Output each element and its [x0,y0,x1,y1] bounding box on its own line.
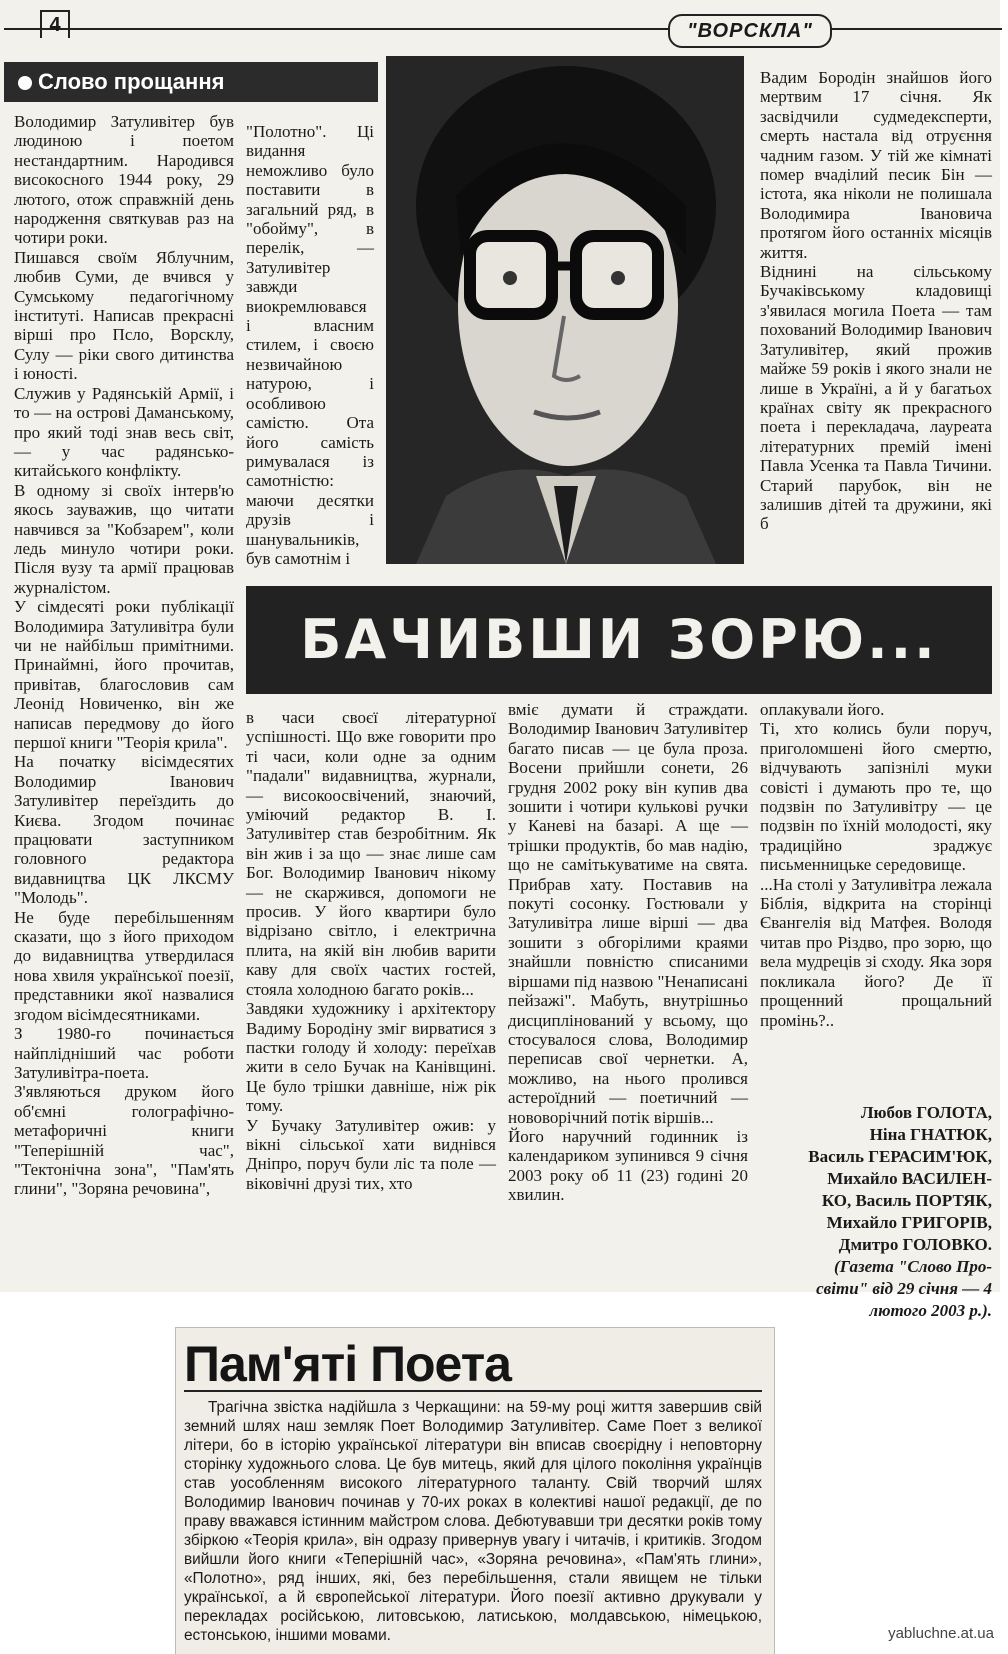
signature-line: Любов ГОЛОТА, [860,1103,992,1122]
article-column-6: оплакували його. Ті, хто колись були поруч, приголомшені його смертю, відчувають запізнілі муки совісті і думають про те, що подзвін по Затуливітру — це подзвін по їхній молодості, яку традиційно зраджує письменницьке середовище. ...На столі у Затуливітра лежала Біблія, відкрита на сторінці Євангелія від Матфея. Володя читав про Різдво, про зорю, що вела мудреців зі сходу. Яка зоря покликала його? Де її прощенний прощальний промінь?.. [760,700,992,1030]
article-column-4: в часи своєї літературної успішності. Що вже говорити про ті часи, коли одне за одним "падали" видавництва, журнали, — високоосвічений, знаючий, уміючий редактор В. І. Затуливітер став безробітним. Як він жив і за що — знає лише сам Бог. Володимир Іванович нікому — не скаржився, допомоги не просив. У його квартири було відрізано світло, і електрична плита, на якій він любив варити каву для своїх частих гостей, стояла холодною багато років... Завдяки художнику і архітектору Вадиму Бородіну зміг вирватися з пастки голоду й холоду: переїхав жити в село Бучак на Канівщині. Це було трішки давніше, ніж рік тому. У Бучаку Затуливітер ожив: у вікні сільської хати виднівся Дніпро, поруч були ліс та поле — віковічні друзі тих, хто [246,708,496,1193]
source-note-line: світи" від 29 січня — 4 [816,1279,992,1298]
signature-line: КО, Василь ПОРТЯК, [821,1191,992,1210]
article-column-2: "Полотно". Ці видання неможливо було поставити в загальний ряд, в "обойму", в перелік, — Затуливітер завжди виокремлювався і власним стилем, і своєю незвичайною натурою, і особливою самістю. Ота його самість римувалася із самотністю: маючи десятки друзів і шанувальників, був самотнім і [246,122,374,568]
newspaper-name: "ВОРСКЛА" [668,14,832,48]
clipping-body: Трагічна звістка надійшла з Черкащини: на 59-му році життя завершив свій земний шлях наш земляк Поет Володимир Затуливітер. Саме Поет з великої літери, бо в історію української літератури він вписав своєрідну і неповторну сторінку художнього слова. Це був митець, який для цілого покоління українців став уособленням високого літературного таланту. Свій творчий шлях Володимир Іванович починав у 70-их роках в колективі нашої редакції, де по праву вважався істинним майстром слова. Дебютувавши три десятки років тому збіркою «Теорія крила», він одразу привернув увагу і читачів, і критиків. Згодом вийшли його книги «Теперішній час», «Зоряна речовина», «Пам'ять глини», «Полотно», ряд інших, які, без перебільшення, стали явищем не тільки української, а й європейської літератури. Його поезії активно друкували у перекладах російською, литовською, латиською, молдавською, німецькою, естонською, іншими мовами. [184,1399,762,1644]
signatures-block [760,1102,992,1322]
header-rule [4,28,1002,30]
source-note-line: (Газета "Слово Про- [834,1257,992,1276]
article-column-5: вміє думати й страждати. Володимир Іванович Затуливітер багато писав — це була проза. Восени прийшли сонети, 26 грудня 2002 року він купив два зошити і чотири кулькові ручки у Каневі на базарі. А ще — трішки продуктів, бо мав надію, що не самітькуватиме на свята. Прибрав хату. Поставив на покуті сосонку. Гостювали у Затуливітра лише вірші — два зошити з обгорілими краями знайшли повністю списаними віршами під назвою "Ненаписані пейзажі". Мабуть, внутрішньо дисциплінований у всьому, що стосувалося слова, Володимир переписав свої чернетки. А, можливо, на нього пролився астероїдний — поетичний — нововорічний потік віршів... Його наручний годинник із календариком зупинився 9 січня 2003 року об 11 (23) годині 20 хвилин. [508,700,748,1205]
signature-line: Василь ГЕРАСИМ'ЮК, [808,1147,992,1166]
bullet-icon [18,76,32,90]
rubric-label: Слово прощання [38,69,225,94]
page-number: 4 [40,10,70,38]
rubric-bar [4,62,378,102]
headline-banner: БАЧИВШИ ЗОРЮ... [246,586,992,694]
article-column-3: Вадим Бородін знайшов його мертвим 17 січня. Як засвідчили судмедексперти, смерть настала від отруєння чадним газом. У тій же кімнаті помер вчаділий песик Бін — істота, яка ніколи не полишала Володимира Івановича протягом його останніх місяців життя. Віднині на сільському Бучаківському кладовищі з'явилася могила Поета — там похований Володимир Іванович Затуливітер, який прожив майже 59 років і якого знали не лише в Україні, а й у багатьох країнах світу як прекрасного поета і перекладача, лауреата літературних премій імені Павла Усенка та Павла Тичини. Старий парубок, він не залишив дітей та дружини, які б [760,68,992,534]
clipping-title: Пам'яті Поета [184,1336,511,1392]
article-column-1: Володимир Затуливітер був людиною і поетом нестандартним. Народився високосного 1944 року, 29 лютого, отож справжній день народження святкував раз на чотири роки. Пишався своїм Яблучним, любив Суми, де вчився у Сумському педагогічному інституті. Написав прекрасні вірші про Псло, Ворсклу, Сулу — ріки свого дитинства і юності. Служив у Радянській Армії, і то — на острові Даманському, про який тоді знав весь світ, — у час радянсько-китайського конфлікту. В одному зі своїх інтерв'ю якось зауважив, що читати навчився за "Кобзарем", коли ледь минуло чотири роки. Після вузу та армії працював журналістом. У сімдесяті роки публікації Володимира Затуливітра були чи не найбільш примітними. Принаймні, його прочитав, привітав, благословив сам Леонід Новиченко, він же написав передмову до його першої книги "Теорія крила". На початку вісімдесятих Володимир Іванович Затуливітер переїздить до Києва. Згодом починає працювати заступником головного редактора видавництва ЦК ЛКСМУ "Молодь". Не буде перебільшенням сказати, що з його приходом до видавництва утвердилася нова хвиля української поезії, представники якої назвалися згодом вісімдесятниками. З 1980-го починається найплідніший час роботи Затуливітра-поета. З'являються друком його об'ємні голографічно-метафоричні книги "Теперішній час", "Тектонічна зона", "Пам'ять глини", "Зоряна речовина", [14,112,234,1199]
poet-portrait-photo [386,56,744,564]
signature-line: Дмитро ГОЛОВКО. [838,1235,992,1254]
clipping-title-rule [184,1390,762,1392]
signature-line: Михайло ВАСИЛЕН- [827,1169,992,1188]
signature-line: Ніна ГНАТЮК, [869,1125,992,1144]
source-note-line: лютого 2003 р.). [869,1301,992,1320]
signature-line: Михайло ГРИГОРІВ, [826,1213,992,1232]
site-watermark: yabluchne.at.ua [888,1625,994,1642]
